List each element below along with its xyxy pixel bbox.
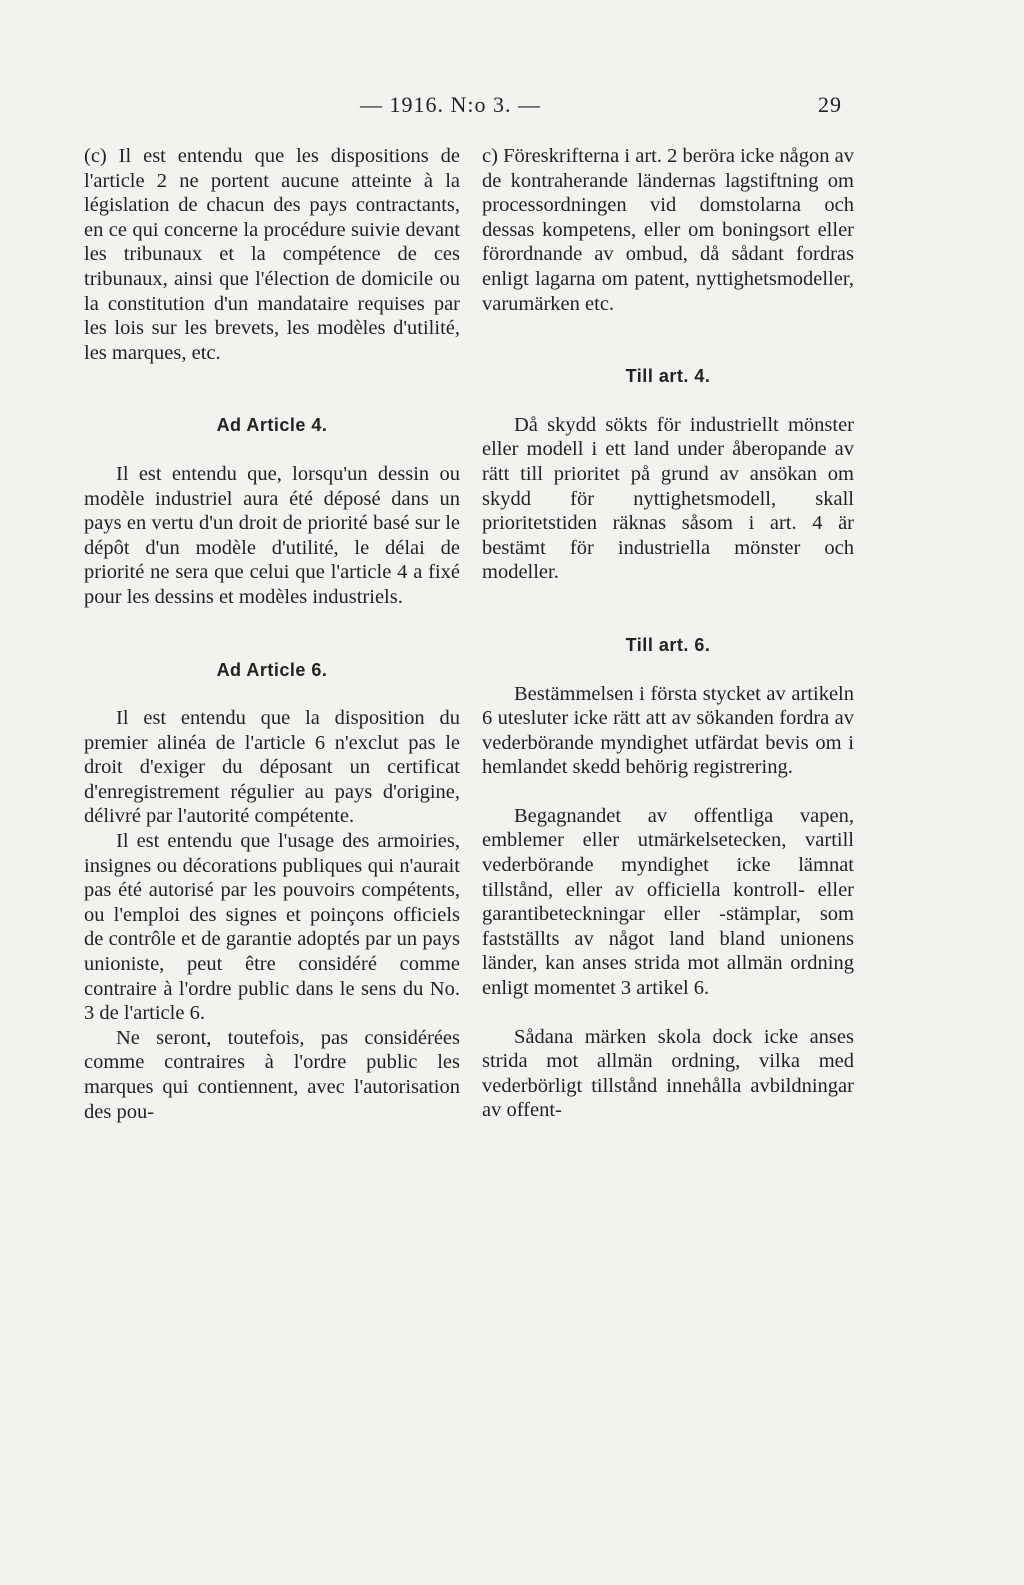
sv-paragraph-c: c) Föreskrifterna i art. 2 beröra icke någon av de kontraherande ländernas lagstiftning om processordningen vid domstolarna och dessas kompetens, eller om boningsort eller förordnande av ombud, då sådant fordras enligt lagarna om patent, nyttighetsmodeller, varumärken etc. xyxy=(482,145,854,315)
page-number: 29 xyxy=(818,92,842,117)
french-column xyxy=(84,144,460,1124)
sv-paragraph-article-6b: Begagnandet av offentliga vapen, emblemer eller utmärkelsetecken, vartill vederbörande myndighet icke lämnat tillstånd, eller av officiella kontroll- eller garantibeteckningar eller -stämplar, som fastställts av något land bland unionens länder, kan anses strida mot allmän ordning enligt momentet 3 artikel 6. xyxy=(482,804,854,1000)
sv-paragraph-article-4: Då skydd sökts för industriellt mönster eller modell i ett land under åberopande av rätt till prioritet på grund av ansökan om skydd för nyttighetsmodell, skall prioritetstiden räknas såsom i art. 4 är bestämt för industriella mönster och modeller. xyxy=(482,413,854,584)
fr-paragraph-article-6a: Il est entendu que la disposition du premier alinéa de l'article 6 n'exclut pas le droit d'exiger du déposant un certificat d'enregistrement régulier au pays d'origine, délivré par l'autorité compétente. xyxy=(84,707,460,828)
fr-heading-article-6: Ad Article 6. xyxy=(216,659,328,680)
sv-heading-article-6: Till art. 6. xyxy=(625,634,711,655)
fr-heading-article-4: Ad Article 4. xyxy=(216,415,328,436)
fr-paragraph-c: (c) Il est entendu que les dispositions de l'article 2 ne portent aucune atteinte à la législation de chacun des pays contractants, en ce qui concerne la procédure suivie devant les tribunaux et la compétence de ces tribunaux, ainsi que l'élection de domicile ou la constitution d'un mandataire requises par les lois sur les brevets, les modèles d'utilité, les marques, etc. xyxy=(84,145,460,364)
running-header: — 1916. N:o 3. — xyxy=(360,92,541,117)
fr-paragraph-article-6c: Ne seront, toutefois, pas considérées comme contraires à l'ordre public les marques qui contiennent, avec l'autorisation des pou- xyxy=(84,1026,460,1123)
fr-paragraph-article-4: Il est entendu que, lorsqu'un dessin ou modèle industriel aura été déposé dans un pays en vertu d'un droit de priorité basé sur le dépôt d'un modèle d'utilité, le délai de priorité ne sera que celui que l'article 4 a fixé pour les dessins et modèles industriels. xyxy=(84,462,460,608)
fr-paragraph-article-6b: Il est entendu que l'usage des armoiries, insignes ou décorations publiques qui n'aurait pas été autorisé par les pouvoirs compétents, ou l'emploi des signes et poinçons officiels de contrôle et de garantie adoptés par un pays unioniste, peut être considéré comme contraire à l'ordre public dans le sens du No. 3 de l'article 6. xyxy=(84,830,460,1025)
sv-paragraph-article-6c: Sådana märken skola dock icke anses strida mot allmän ordning, vilka med vederbörligt tillstånd innehålla avbildningar av offent- xyxy=(482,1025,854,1122)
sv-paragraph-article-6a: Bestämmelsen i första stycket av artikeln 6 utesluter icke rätt att av sökanden fordra av vederbörande myndighet utfärdat bevis om i hemlandet skedd behörig registrering. xyxy=(482,682,854,779)
swedish-column xyxy=(482,144,854,1123)
sv-heading-article-4: Till art. 4. xyxy=(625,366,711,387)
